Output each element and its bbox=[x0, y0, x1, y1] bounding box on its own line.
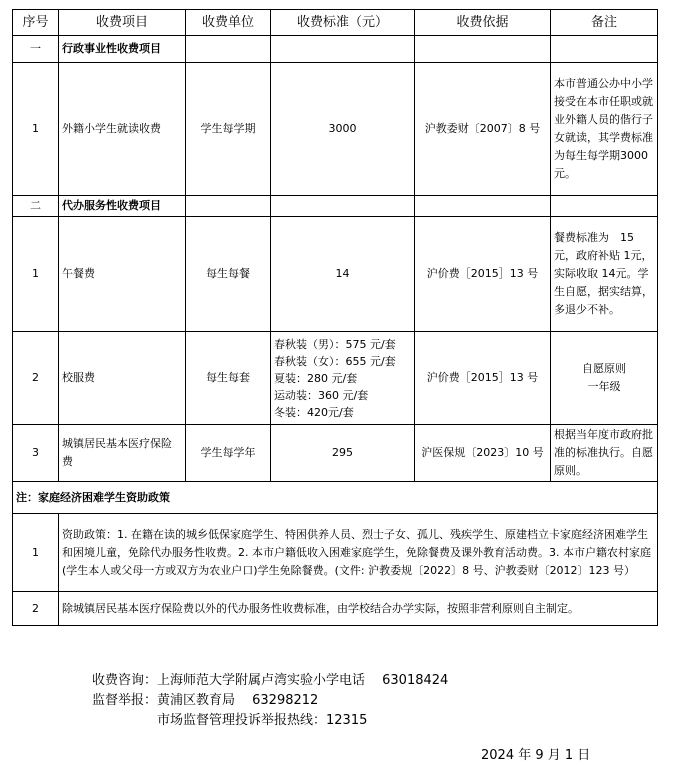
section-title: 代办服务性收费项目 bbox=[59, 196, 186, 217]
notes-title: 注：家庭经济困难学生资助政策 bbox=[13, 482, 658, 514]
row-item: 外籍小学生就读收费 bbox=[59, 63, 186, 196]
fee-table bbox=[12, 9, 658, 626]
section-row bbox=[13, 196, 658, 217]
row-unit: 每生每套 bbox=[186, 332, 271, 425]
empty-cell bbox=[551, 36, 658, 63]
row-note: 根据当年度市政府批准的标准执行。自愿原则。 bbox=[551, 425, 658, 482]
row-note: 餐费标准为 15元，政府补贴 1元，实际收取 14元。学生自愿，据实结算，多退少不补。 bbox=[551, 217, 658, 332]
row-note: 自愿原则 一年级 bbox=[551, 332, 658, 425]
section-row bbox=[13, 36, 658, 63]
document-date: 2024 年 9 月 1 日 bbox=[481, 748, 591, 763]
row-unit: 学生每学期 bbox=[186, 63, 271, 196]
contact-block bbox=[92, 671, 448, 731]
empty-cell bbox=[271, 196, 415, 217]
row-item: 城镇居民基本医疗保险费 bbox=[59, 425, 186, 482]
contact-hotline: 市场监督管理投诉举报热线：12315 bbox=[92, 713, 368, 728]
empty-cell bbox=[271, 36, 415, 63]
row-unit: 每生每餐 bbox=[186, 217, 271, 332]
table-header-row bbox=[13, 10, 658, 36]
row-num: 1 bbox=[13, 63, 59, 196]
row-note: 本市普通公办中小学接受在本市任职或就业外籍人员的偕行子女就读，其学费标准为每生每学期3000 元。 bbox=[551, 63, 658, 196]
row-standard: 295 bbox=[271, 425, 415, 482]
note-num: 2 bbox=[13, 592, 59, 626]
note-row bbox=[13, 514, 658, 592]
contact-report: 监督举报：黄浦区教育局 63298212 bbox=[92, 693, 319, 708]
note-text: 资助政策：1. 在籍在读的城乡低保家庭学生、特困供养人员、烈士子女、孤儿、残疾学生、原建档立卡家庭经济困难学生和困境儿童，免除代办服务性收费。2. 本市户籍低收入困难家庭学生，免除餐费及课外教育活动费。3. 本市户籍农村家庭(学生本人或父母一方或双方为农业户口)学生免除餐费。(文件: 沪教委规〔2022〕8 号、沪教委财〔2012〕123 号） bbox=[59, 514, 658, 592]
notes-title-row bbox=[13, 482, 658, 514]
row-basis: 沪价费［2015］13 号 bbox=[415, 332, 551, 425]
header-standard: 收费标准（元） bbox=[271, 10, 415, 36]
section-num: 一 bbox=[13, 36, 59, 63]
empty-cell bbox=[186, 36, 271, 63]
note-text: 除城镇居民基本医疗保险费以外的代办服务性收费标准，由学校结合办学实际，按照非营利原则自主制定。 bbox=[59, 592, 658, 626]
table-row bbox=[13, 425, 658, 482]
row-item: 午餐费 bbox=[59, 217, 186, 332]
table-row bbox=[13, 332, 658, 425]
row-basis: 沪医保规〔2023〕10 号 bbox=[415, 425, 551, 482]
note-num: 1 bbox=[13, 514, 59, 592]
header-basis: 收费依据 bbox=[415, 10, 551, 36]
row-basis: 沪价费［2015］13 号 bbox=[415, 217, 551, 332]
row-num: 3 bbox=[13, 425, 59, 482]
empty-cell bbox=[551, 196, 658, 217]
row-item: 校服费 bbox=[59, 332, 186, 425]
header-note: 备注 bbox=[551, 10, 658, 36]
header-item: 收费项目 bbox=[59, 10, 186, 36]
header-num: 序号 bbox=[13, 10, 59, 36]
empty-cell bbox=[186, 196, 271, 217]
empty-cell bbox=[415, 36, 551, 63]
row-basis: 沪教委财〔2007〕8 号 bbox=[415, 63, 551, 196]
contact-consult: 收费咨询：上海师范大学附属卢湾实验小学电话 63018424 bbox=[92, 673, 449, 688]
header-unit: 收费单位 bbox=[186, 10, 271, 36]
row-num: 1 bbox=[13, 217, 59, 332]
row-unit: 学生每学年 bbox=[186, 425, 271, 482]
note-row bbox=[13, 592, 658, 626]
row-standard: 春秋装（男）：575 元/套 春秋装（女）：655 元/套 夏装：280 元/套 运动装：360 元/套 冬装：420元/套 bbox=[271, 332, 415, 425]
row-standard: 14 bbox=[271, 217, 415, 332]
empty-cell bbox=[415, 196, 551, 217]
row-standard: 3000 bbox=[271, 63, 415, 196]
section-num: 二 bbox=[13, 196, 59, 217]
section-title: 行政事业性收费项目 bbox=[59, 36, 186, 63]
row-num: 2 bbox=[13, 332, 59, 425]
table-row bbox=[13, 217, 658, 332]
table-row bbox=[13, 63, 658, 196]
